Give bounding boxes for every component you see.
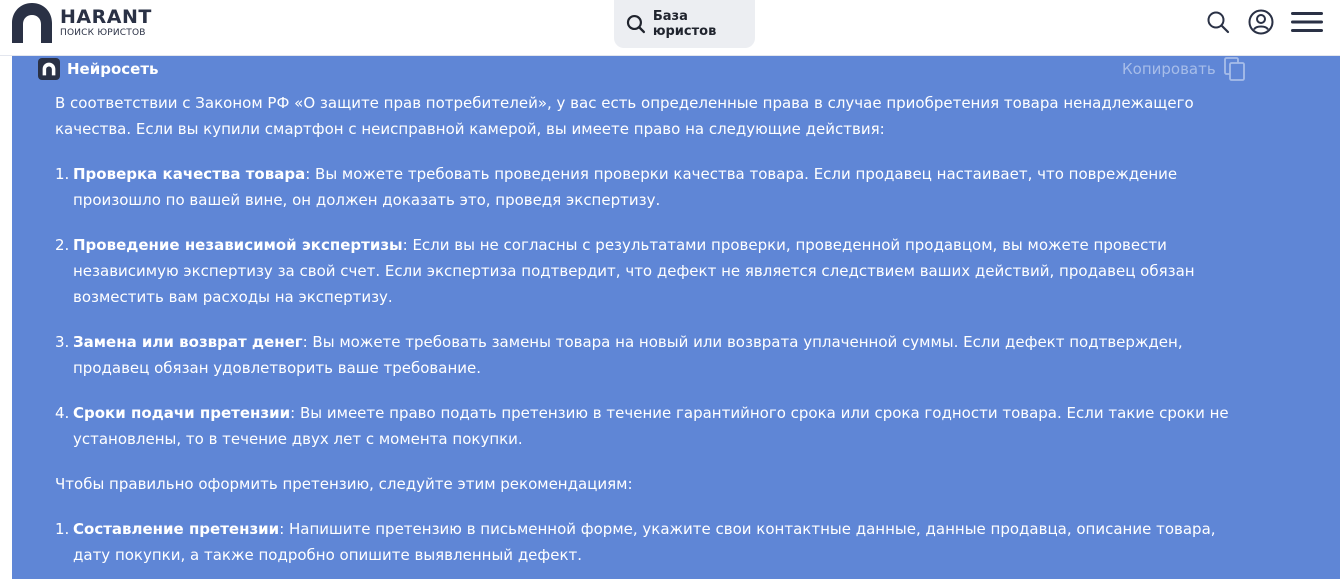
lawyers-base-button[interactable]	[614, 0, 755, 48]
logo-title: HARANT	[60, 6, 152, 28]
copy-icon	[1224, 57, 1246, 81]
recommendations-intro: Чтобы правильно оформить претензию, следуйте этим рекомендациям:	[55, 475, 633, 493]
search-icon	[626, 14, 646, 34]
harant-logo-icon	[10, 1, 54, 45]
copy-button[interactable]	[1122, 56, 1246, 82]
lawyers-base-label: База юристов	[652, 9, 717, 39]
search-icon	[1206, 10, 1230, 34]
answer-intro: В соответствии с Законом РФ «О защите прав потребителей», у вас есть определенные права в случае приобретения товара ненадлежащего качества. Если вы купили смартфон с неисправной камерой, вы имеете право на следующие действия:	[55, 94, 1194, 138]
profile-button[interactable]	[1248, 9, 1274, 35]
content-area	[0, 56, 1340, 579]
answer-header	[38, 58, 159, 80]
list-item: 4. Сроки подачи претензии: Вы имеете право подать претензию в течение гарантийного срока или срока годности товара. Если такие сроки не установлены, то в течение двух лет с момента покупки.	[55, 404, 1229, 448]
harant-logo[interactable]	[10, 1, 152, 45]
hamburger-menu-icon	[1291, 11, 1323, 33]
header-search-button[interactable]	[1205, 9, 1231, 35]
menu-button[interactable]	[1290, 9, 1324, 35]
list-item: 1. Составление претензии: Напишите претензию в письменной форме, укажите свои контактные данные, данные продавца, описание товара, дату покупки, а также подробно опишите выявленный дефект.	[55, 520, 1216, 564]
list-item: 2. Проведение независимой экспертизы: Если вы не согласны с результатами проверки, проведенной продавцом, вы можете провести независимую экспертизу за свой счет. Если экспертиза подтвердит, что дефект не является следствием ваших действий, продавец обязан возместить вам расходы на экспертизу.	[55, 236, 1195, 306]
neural-logo-icon	[38, 58, 60, 80]
list-item: 3. Замена или возврат денег: Вы можете требовать замены товара на новый или возврата уплаченной суммы. Если дефект подтвержден, продавец обязан удовлетворить ваше требование.	[55, 333, 1183, 377]
copy-label: Копировать	[1122, 60, 1216, 78]
neural-answer-card	[12, 56, 1340, 579]
user-circle-icon	[1248, 9, 1274, 35]
top-header	[0, 0, 1340, 56]
logo-subtitle: ПОИСК ЮРИСТОВ	[60, 28, 146, 38]
answer-text	[55, 90, 1235, 568]
list-item: 1. Проверка качества товара: Вы можете требовать проведения проверки качества товара. Если продавец настаивает, что повреждение произошло по вашей вине, он должен доказать это, проведя экспертизу.	[55, 165, 1178, 209]
answer-title: Нейросеть	[67, 60, 159, 78]
